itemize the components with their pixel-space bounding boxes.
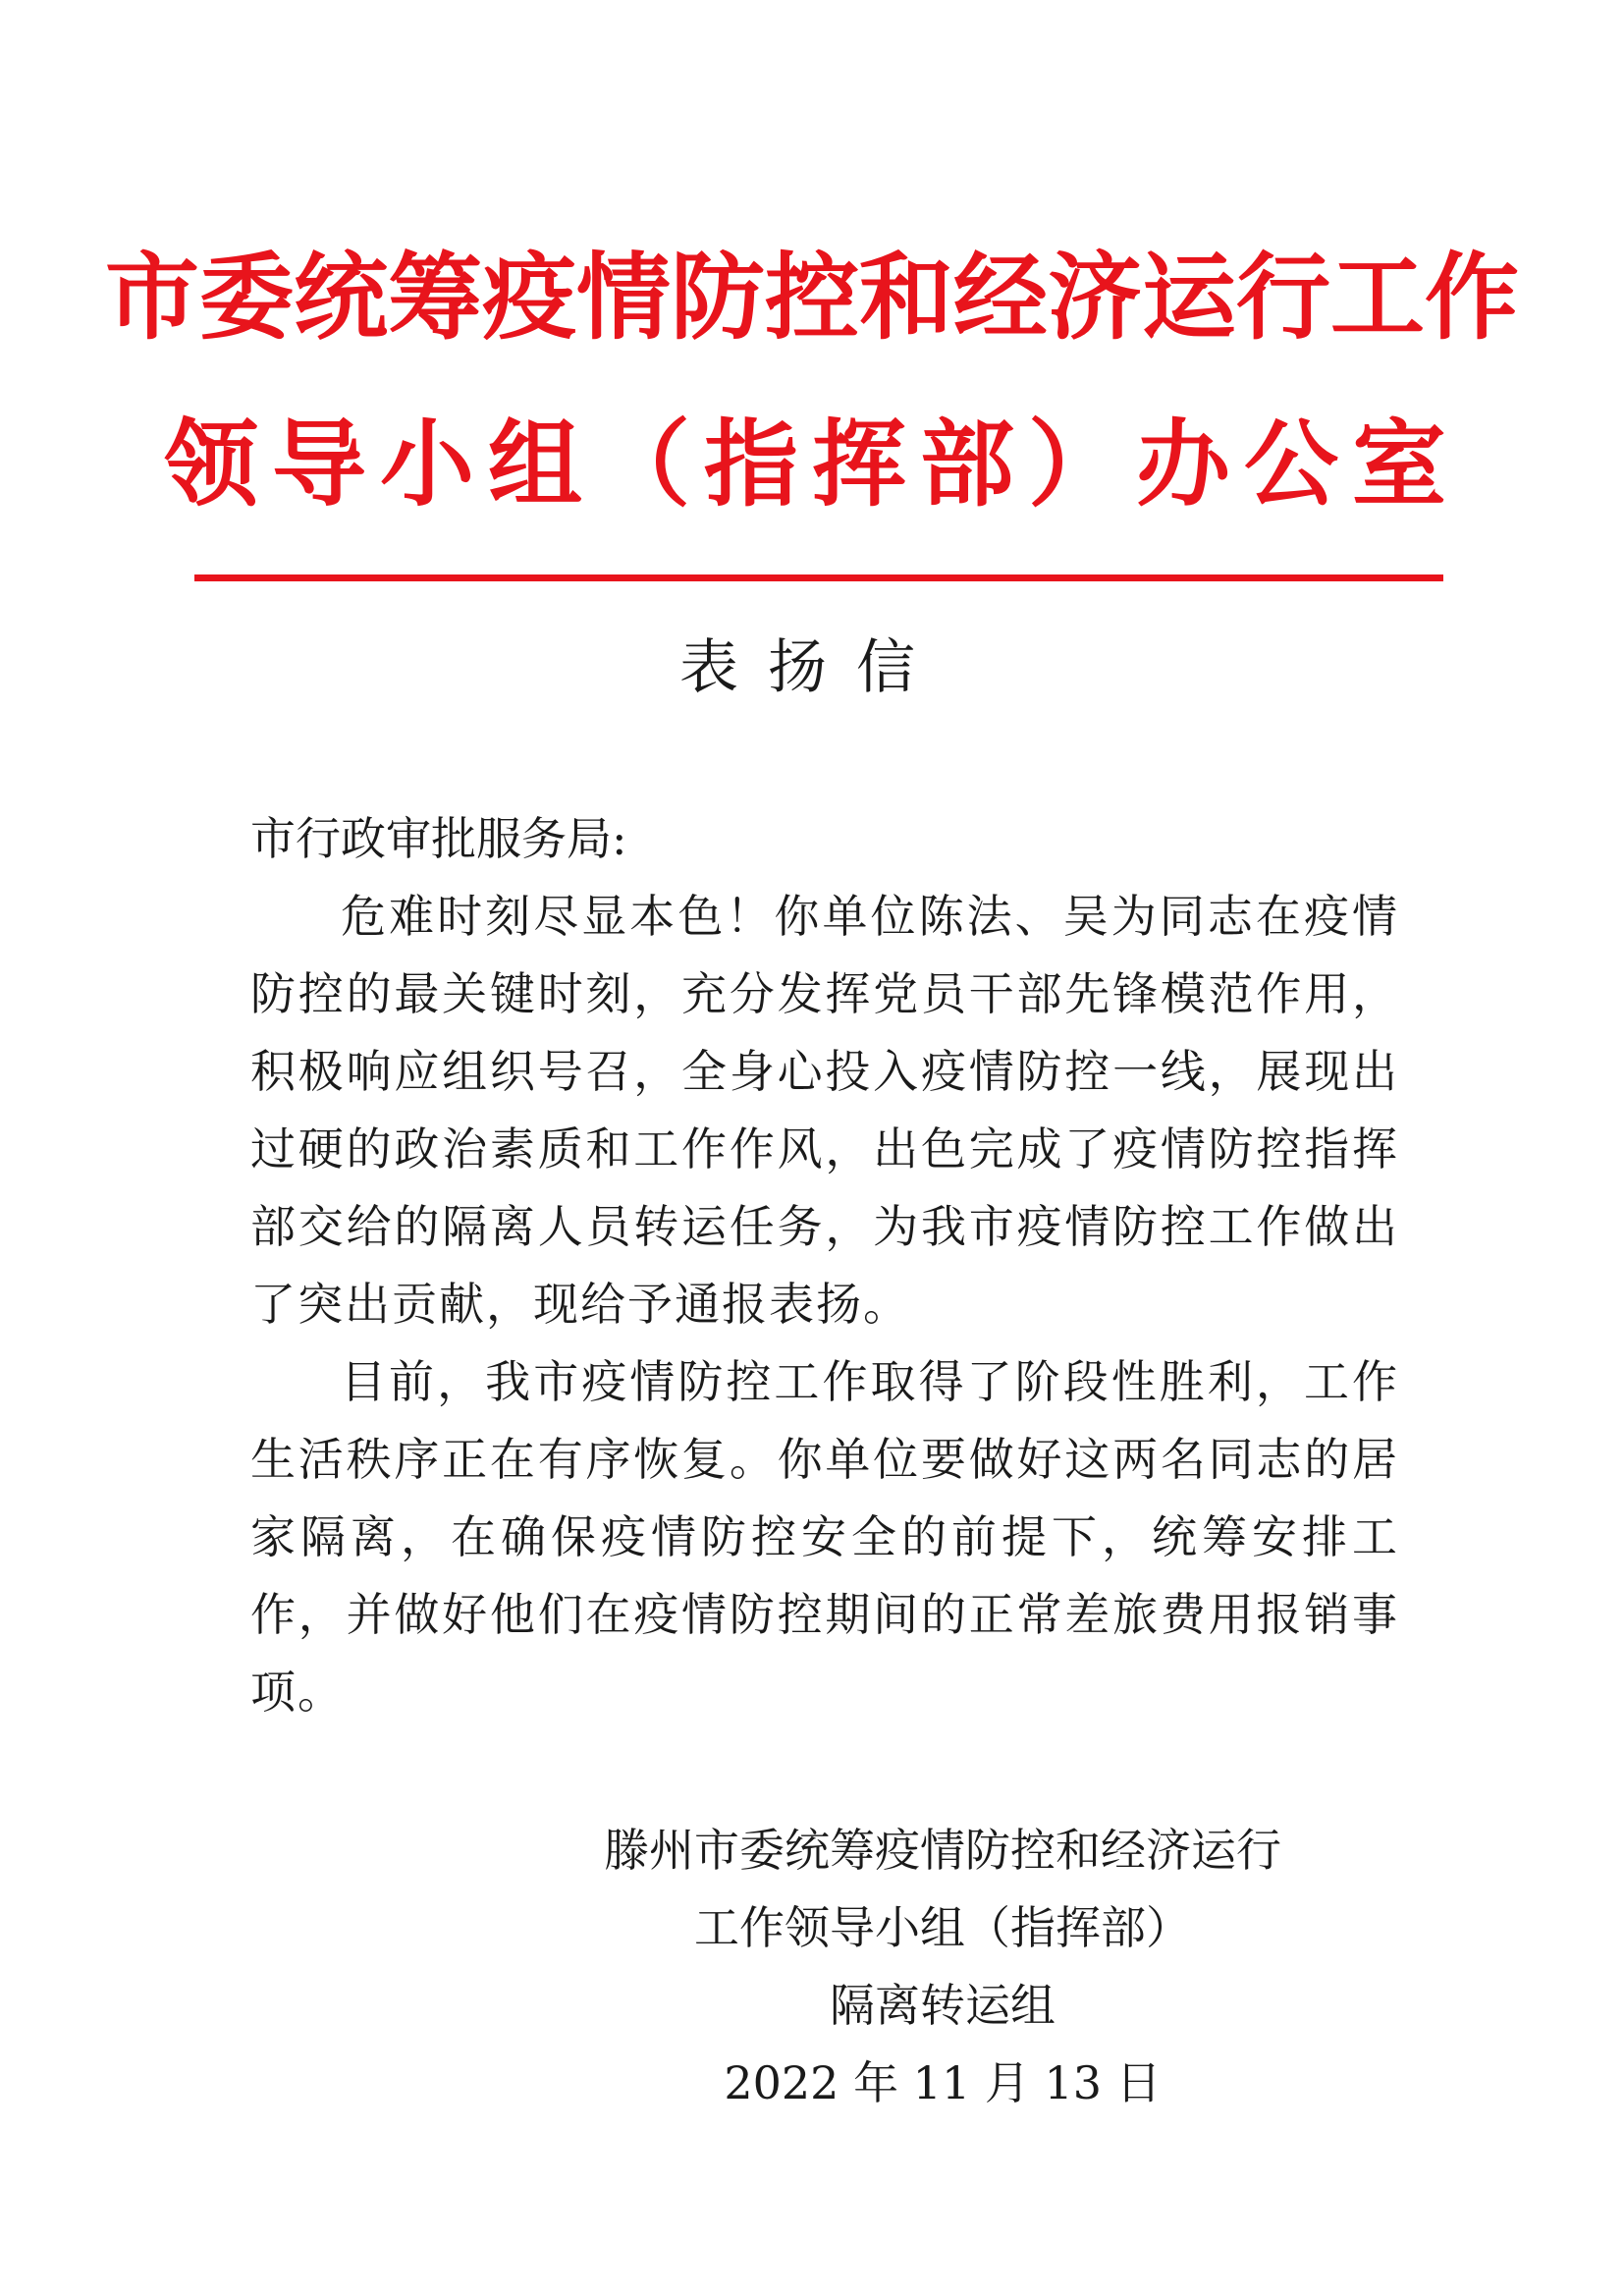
signature-org-line-2: 工作领导小组（指挥部）: [694, 1901, 1191, 1954]
letterhead-divider: [194, 574, 1443, 581]
paragraph-1: 危难时刻尽显本色！你单位陈法、吴为同志在疫情防控的最关键时刻，充分发挥党员干部先锋模范作用，积极响应组织号召，全身心投入疫情防控一线，展现出过硬的政治素质和工作作风，出色完成了疫情防控指挥部交给的隔离人员转运任务，为我市疫情防控工作做出了突出贡献，现给予通报表扬。: [250, 890, 1399, 1331]
paragraph-2: 目前，我市疫情防控工作取得了阶段性胜利，工作生活秩序正在有序恢复。你单位要做好这两名同志的居家隔离，在确保疫情防控安全的前提下，统筹安排工作，并做好他们在疫情防控期间的正常差旅费用报销事项。: [250, 1355, 1399, 1719]
letterhead-line-2: 领导小组（指挥部）办公室: [164, 410, 1460, 519]
signature-org-line-1: 滕州市委统筹疫情防控和经济运行: [604, 1824, 1281, 1877]
signature-date: 2022 年 11 月 13 日: [724, 2056, 1162, 2109]
signature-block: [550, 1812, 1335, 2122]
letter-body: [250, 800, 1399, 1731]
letterhead-line-1: 市委统筹疫情防控和经济运行工作: [105, 243, 1519, 353]
document-title: 表扬信: [679, 633, 945, 702]
salutation: 市行政审批服务局:: [250, 812, 627, 865]
signature-group: 隔离转运组: [830, 1979, 1056, 2032]
